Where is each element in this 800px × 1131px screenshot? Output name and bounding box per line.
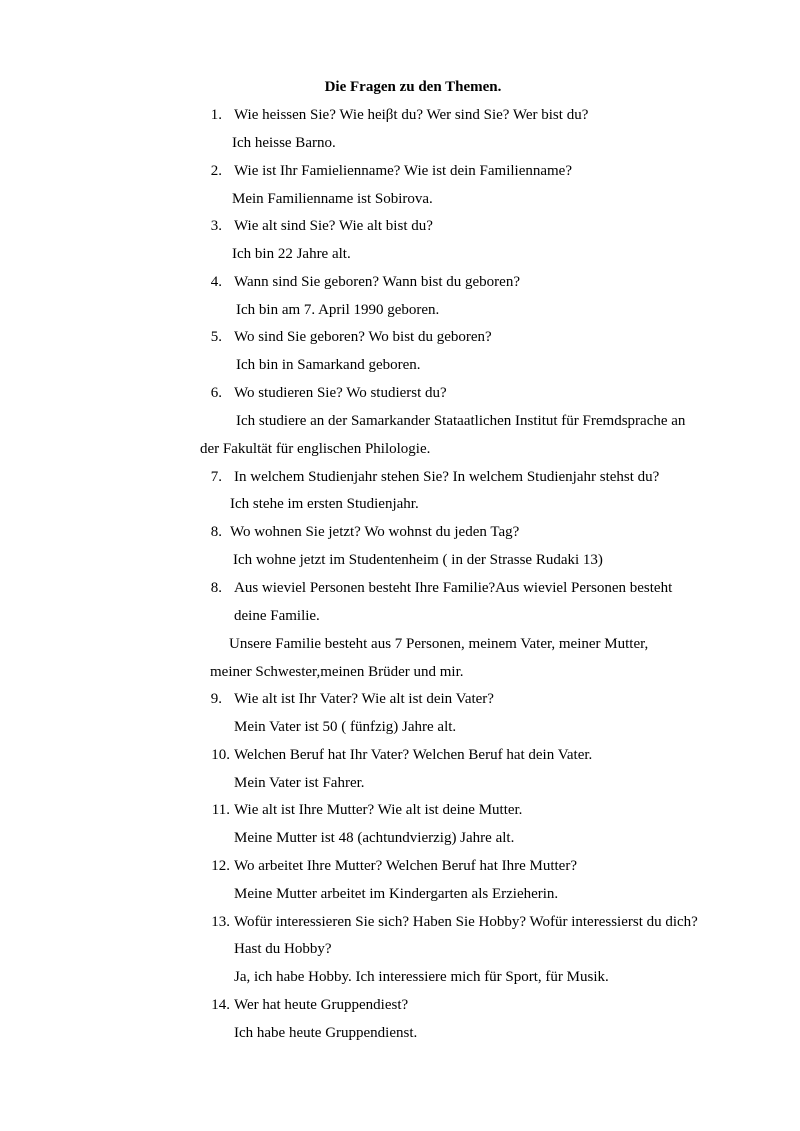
- item-number: 6.: [210, 385, 222, 401]
- item-number: 14.: [211, 997, 230, 1013]
- question-14: [0, 994, 800, 1016]
- answer-1: Ich heisse Barno.: [232, 135, 336, 151]
- answer-7: Ich stehe im ersten Studienjahr.: [230, 496, 419, 512]
- item-number: 9.: [210, 691, 222, 707]
- answer-9: Mein Vater ist 50 ( fünfzig) Jahre alt.: [234, 719, 457, 735]
- answer-12: Meine Mutter arbeitet im Kindergarten als Erzieherin.: [234, 886, 559, 902]
- item-number: 4.: [210, 274, 222, 290]
- question-text: Wie alt sind Sie? Wie alt bist du?: [234, 218, 433, 234]
- item-number: 8.: [210, 524, 222, 540]
- question-13-continued: Hast du Hobby?: [234, 941, 332, 957]
- question-text: Welchen Beruf hat Ihr Vater? Welchen Beruf hat dein Vater.: [234, 747, 593, 763]
- answer-11: Meine Mutter ist 48 (achtundvierzig) Jahre alt.: [234, 830, 515, 846]
- question-13: [0, 911, 800, 933]
- answer-3: Ich bin 22 Jahre alt.: [232, 246, 351, 262]
- question-text: Wofür interessieren Sie sich? Haben Sie Hobby? Wofür interessierst du dich?: [234, 914, 698, 930]
- question-text: Wie ist Ihr Famielienname? Wie ist dein Familienname?: [234, 163, 572, 179]
- question-8b-continued: deine Familie.: [234, 608, 320, 624]
- answer-5: Ich bin in Samarkand geboren.: [236, 357, 421, 373]
- question-5: [0, 326, 800, 348]
- answer-6-line-2: der Fakultät für englischen Philologie.: [200, 441, 431, 457]
- question-4: [0, 271, 800, 293]
- question-9: [0, 688, 800, 710]
- question-text: Aus wieviel Personen besteht Ihre Familie?Aus wieviel Personen besteht: [234, 580, 673, 596]
- question-text: Wo studieren Sie? Wo studierst du?: [234, 385, 447, 401]
- question-11: [0, 799, 800, 821]
- answer-13: Ja, ich habe Hobby. Ich interessiere mich für Sport, für Musik.: [234, 969, 609, 985]
- question-8b: [0, 577, 800, 599]
- question-3: [0, 215, 800, 237]
- question-7: [0, 466, 800, 488]
- question-text: Wo sind Sie geboren? Wo bist du geboren?: [234, 329, 492, 345]
- item-number: 7.: [210, 469, 222, 485]
- item-number: 8.: [210, 580, 222, 596]
- answer-6-line-1: Ich studiere an der Samarkander Stataatlichen Institut für Fremdsprache an: [236, 413, 686, 429]
- question-6: [0, 382, 800, 404]
- question-text: Wie heissen Sie? Wie heiβt du? Wer sind Sie? Wer bist du?: [234, 107, 589, 123]
- item-number: 5.: [210, 329, 222, 345]
- question-1: [0, 104, 800, 126]
- question-2: [0, 160, 800, 182]
- answer-8b-line-1: Unsere Familie besteht aus 7 Personen, meinem Vater, meiner Mutter,: [229, 636, 649, 652]
- answer-10: Mein Vater ist Fahrer.: [234, 775, 365, 791]
- document-title: Die Fragen zu den Themen.: [324, 79, 502, 95]
- answer-2: Mein Familienname ist Sobirova.: [232, 191, 433, 207]
- question-text: Wann sind Sie geboren? Wann bist du geboren?: [234, 274, 520, 290]
- answer-14: Ich habe heute Gruppendienst.: [234, 1025, 418, 1041]
- question-text: Wie alt ist Ihre Mutter? Wie alt ist deine Mutter.: [234, 802, 523, 818]
- question-12: [0, 855, 800, 877]
- question-10: [0, 744, 800, 766]
- item-number: 1.: [210, 107, 222, 123]
- item-number: 10.: [211, 747, 230, 763]
- question-text: In welchem Studienjahr stehen Sie? In welchem Studienjahr stehst du?: [234, 469, 660, 485]
- question-text: Wer hat heute Gruppendiest?: [234, 997, 409, 1013]
- item-number: 3.: [210, 218, 222, 234]
- question-text: Wo wohnen Sie jetzt? Wo wohnst du jeden Tag?: [230, 524, 520, 540]
- answer-4: Ich bin am 7. April 1990 geboren.: [236, 302, 440, 318]
- answer-8b-line-2: meiner Schwester,meinen Brüder und mir.: [210, 664, 464, 680]
- answer-8: Ich wohne jetzt im Studentenheim ( in der Strasse Rudaki 13): [233, 552, 603, 568]
- item-number: 2.: [210, 163, 222, 179]
- item-number: 11.: [211, 802, 230, 818]
- item-number: 13.: [211, 914, 230, 930]
- question-text: Wo arbeitet Ihre Mutter? Welchen Beruf hat Ihre Mutter?: [234, 858, 577, 874]
- question-text: Wie alt ist Ihr Vater? Wie alt ist dein Vater?: [234, 691, 494, 707]
- item-number: 12.: [211, 858, 230, 874]
- question-8: [0, 521, 800, 543]
